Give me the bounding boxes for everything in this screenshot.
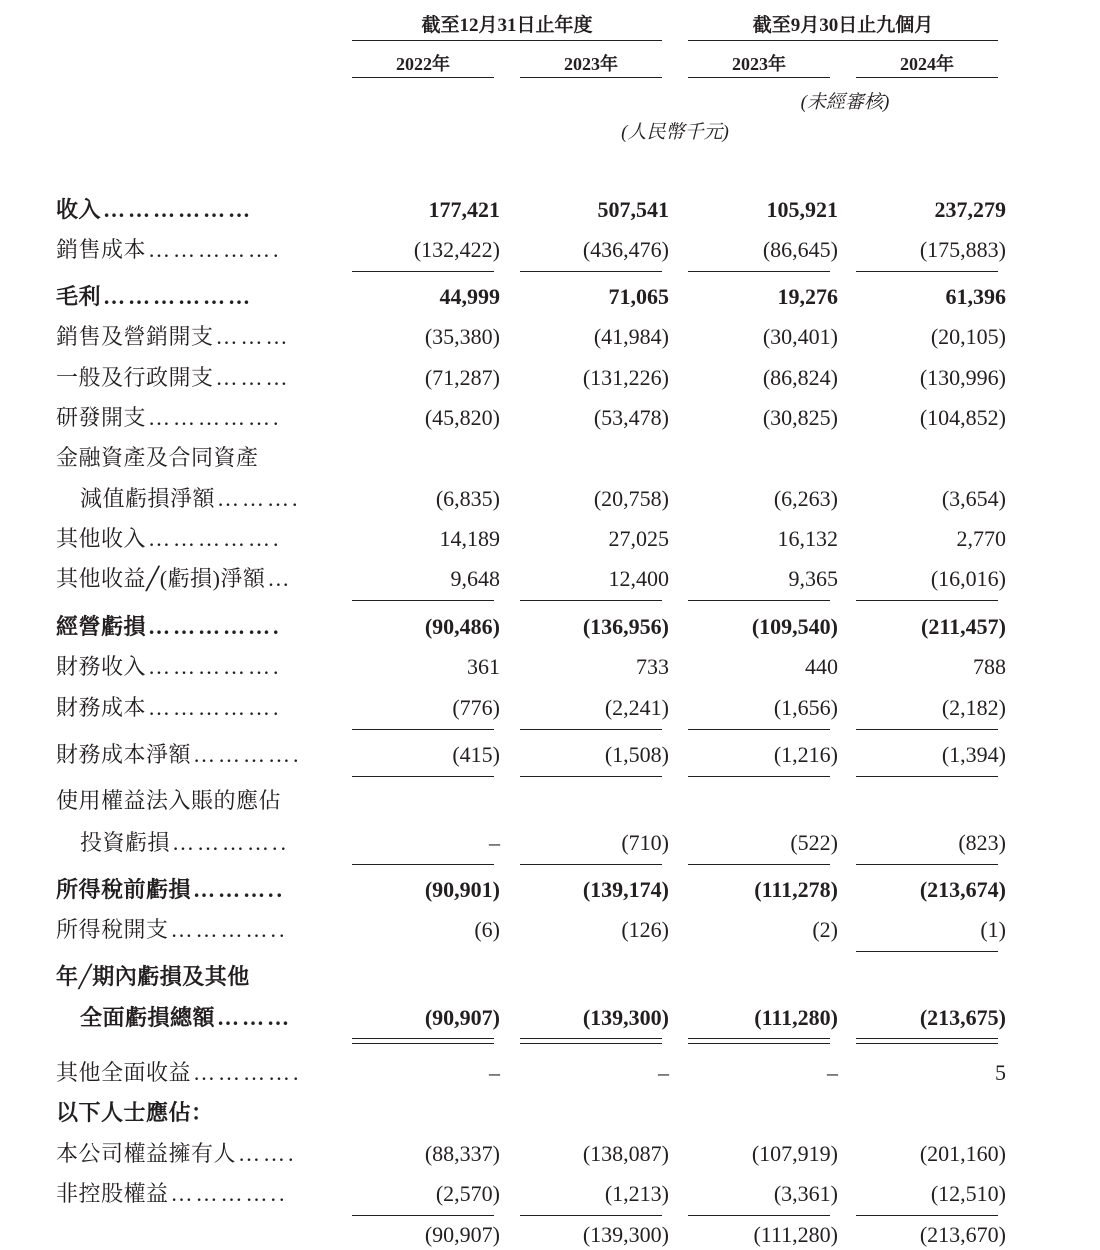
value-cell: (30,825) [762, 405, 838, 430]
subtotal-rule [352, 600, 494, 601]
row-label [56, 1180, 328, 1208]
dot-leader: ……….. [193, 877, 286, 902]
row-label [80, 1004, 328, 1032]
value-cell: 9,365 [788, 566, 838, 591]
subtotal-rule [352, 271, 494, 272]
header-year-2023-nine: 2023年 [732, 54, 786, 74]
total-double-rule [520, 1038, 662, 1044]
subtotal-rule [856, 271, 998, 272]
value-cell: (175,883) [919, 237, 1006, 262]
value-cell: 105,921 [766, 197, 838, 222]
value-cell: 2,770 [956, 526, 1006, 551]
value-cell: (2,182) [941, 695, 1006, 720]
row-label [56, 196, 328, 224]
value-cell: (213,675) [919, 1005, 1006, 1030]
value-cell: (1,656) [773, 695, 838, 720]
row-label [56, 404, 328, 432]
value-cell: (1) [980, 917, 1006, 942]
row-label [56, 283, 328, 311]
value-cell: – [489, 1060, 500, 1085]
value-cell: 12,400 [608, 566, 669, 591]
value-cell: – [827, 1060, 838, 1085]
dot-leader: ……………. [148, 614, 282, 639]
subtotal-rule [352, 776, 494, 777]
value-cell: (3,361) [773, 1181, 838, 1206]
subtotal-rule [856, 729, 998, 730]
value-cell: 5 [995, 1060, 1006, 1085]
value-cell: 16,132 [777, 526, 838, 551]
value-cell: 19,276 [777, 284, 838, 309]
row-label-text: 毛利 [56, 284, 102, 309]
value-cell: 237,279 [934, 197, 1006, 222]
subtotal-rule [856, 1215, 998, 1216]
header-year-rule [856, 77, 998, 78]
value-cell: (132,422) [413, 237, 500, 262]
total-double-rule [688, 1038, 830, 1044]
row-label [56, 1099, 328, 1127]
row-label [56, 916, 328, 944]
value-cell: 61,396 [945, 284, 1006, 309]
header-group-nine-months-rule [688, 40, 998, 41]
row-label [56, 787, 328, 815]
row-label-text: 本公司權益擁有人 [56, 1141, 237, 1166]
value-cell: (3,654) [941, 486, 1006, 511]
row-label-text: 其他收益╱(虧損)淨額 [56, 566, 266, 591]
row-label-text: 以下人士應佔： [56, 1100, 214, 1125]
row-label-text: 全面虧損總額 [80, 1005, 216, 1030]
dot-leader: ……………… [103, 197, 254, 222]
value-cell: 440 [805, 654, 838, 679]
row-label [56, 741, 328, 769]
value-cell: (1,394) [941, 742, 1006, 767]
row-label [80, 829, 328, 857]
subtotal-rule [688, 1215, 830, 1216]
dot-leader: ……………… [103, 284, 254, 309]
dot-leader: … [267, 566, 293, 591]
row-label [56, 613, 328, 641]
value-cell: (88,337) [424, 1141, 500, 1166]
row-label [56, 565, 328, 593]
value-cell: (201,160) [919, 1141, 1006, 1166]
value-cell: (90,486) [424, 614, 500, 639]
value-cell: (104,852) [919, 405, 1006, 430]
value-cell: (213,674) [919, 877, 1006, 902]
subtotal-rule [520, 600, 662, 601]
value-cell: (776) [452, 695, 500, 720]
dot-leader: ……………. [148, 237, 282, 262]
value-cell: (522) [790, 830, 838, 855]
row-label-text: 非控股權益 [56, 1181, 169, 1206]
dot-leader: ……………. [148, 654, 282, 679]
value-cell: 71,065 [608, 284, 669, 309]
subtotal-rule [520, 271, 662, 272]
value-cell: (45,820) [424, 405, 500, 430]
row-label-text: 所得稅開支 [56, 917, 169, 942]
value-cell: 9,648 [450, 566, 500, 591]
value-cell: (90,901) [424, 877, 500, 902]
value-cell: (1,508) [604, 742, 669, 767]
row-label-text: 財務成本 [56, 695, 147, 720]
dot-leader: ………….. [170, 917, 288, 942]
value-cell: (20,105) [930, 324, 1006, 349]
header-year-rule [520, 77, 662, 78]
value-cell: – [658, 1060, 669, 1085]
value-cell: (86,824) [762, 365, 838, 390]
subtotal-rule [688, 600, 830, 601]
value-cell: (16,016) [930, 566, 1006, 591]
subtotal-rule [688, 776, 830, 777]
value-cell: 361 [467, 654, 500, 679]
value-cell: (2,570) [435, 1181, 500, 1206]
value-cell: (710) [621, 830, 669, 855]
row-label-text: 銷售成本 [56, 237, 147, 262]
value-cell: (136,956) [582, 614, 669, 639]
header-group-nine-months: 截至9月30日止九個月 [752, 15, 934, 36]
row-label-text: 所得稅前虧損 [56, 877, 192, 902]
dot-leader: ……… [217, 1005, 293, 1030]
subtotal-rule [520, 864, 662, 865]
subtotal-rule [520, 729, 662, 730]
value-cell: (12,510) [930, 1181, 1006, 1206]
value-cell: (6,835) [435, 486, 500, 511]
total-double-rule [856, 1038, 998, 1044]
header-group-full-year-rule [352, 40, 662, 41]
row-label [56, 963, 328, 991]
header-year-rule [688, 77, 830, 78]
subtotal-rule [688, 864, 830, 865]
subtotal-rule [352, 729, 494, 730]
row-label-text: 年╱期內虧損及其他 [56, 964, 250, 989]
value-cell: (107,919) [751, 1141, 838, 1166]
dot-leader: ……… [215, 365, 291, 390]
value-cell: (90,907) [424, 1222, 500, 1247]
value-cell: (823) [958, 830, 1006, 855]
row-label-text: 其他全面收益 [56, 1060, 192, 1085]
row-label-text: 經營虧損 [56, 614, 147, 639]
row-label [56, 444, 328, 472]
value-cell: (111,280) [753, 1222, 838, 1247]
row-label-text: 研發開支 [56, 405, 147, 430]
value-cell: (415) [452, 742, 500, 767]
value-cell: 507,541 [597, 197, 669, 222]
value-cell: (41,984) [593, 324, 669, 349]
row-label-text: 使用權益法入賬的應佔 [56, 788, 282, 813]
value-cell: (2,241) [604, 695, 669, 720]
value-cell: – [489, 830, 500, 855]
header-year-2022: 2022年 [396, 54, 450, 74]
unaudited-note: (未經審核) [800, 92, 890, 113]
value-cell: (1,216) [773, 742, 838, 767]
header-year-rule [352, 77, 494, 78]
value-cell: (109,540) [751, 614, 838, 639]
dot-leader: ……… [215, 324, 291, 349]
row-label [56, 1059, 328, 1087]
header-year-2023-full: 2023年 [564, 54, 618, 74]
value-cell: (86,645) [762, 237, 838, 262]
subtotal-rule [688, 729, 830, 730]
value-cell: (1,213) [604, 1181, 669, 1206]
subtotal-rule [856, 864, 998, 865]
value-cell: (126) [621, 917, 669, 942]
subtotal-rule [688, 271, 830, 272]
row-label-text: 投資虧損 [80, 830, 171, 855]
row-label [56, 364, 328, 392]
value-cell: (138,087) [582, 1141, 669, 1166]
dot-leader: ……………. [148, 405, 282, 430]
value-cell: (213,670) [919, 1222, 1006, 1247]
dot-leader: ………. [217, 486, 301, 511]
row-label [80, 485, 328, 513]
value-cell: (2) [812, 917, 838, 942]
value-cell: (6) [474, 917, 500, 942]
value-cell: (30,401) [762, 324, 838, 349]
value-cell: 27,025 [608, 526, 669, 551]
value-cell: (211,457) [921, 614, 1006, 639]
value-cell: (35,380) [424, 324, 500, 349]
dot-leader: …………. [193, 1060, 302, 1085]
subtotal-rule [856, 776, 998, 777]
dot-leader: ……………. [148, 695, 282, 720]
value-cell: (53,478) [593, 405, 669, 430]
row-label-text: 其他收入 [56, 526, 147, 551]
value-cell: 733 [636, 654, 669, 679]
row-label [56, 653, 328, 681]
value-cell: (436,476) [582, 237, 669, 262]
dot-leader: ……. [238, 1141, 297, 1166]
subtotal-rule [856, 951, 998, 952]
row-label [56, 876, 328, 904]
total-double-rule [352, 1038, 494, 1044]
value-cell: (130,996) [919, 365, 1006, 390]
row-label [56, 694, 328, 722]
value-cell: (20,758) [593, 486, 669, 511]
value-cell: 177,421 [428, 197, 500, 222]
subtotal-rule [520, 1215, 662, 1216]
value-cell: (90,907) [424, 1005, 500, 1030]
currency-note: (人民幣千元) [621, 122, 729, 143]
subtotal-rule [856, 600, 998, 601]
value-cell: (111,280) [754, 1005, 838, 1030]
subtotal-rule [352, 864, 494, 865]
row-label-text: 金融資產及合同資產 [56, 445, 259, 470]
row-label-text: 財務收入 [56, 654, 147, 679]
row-label-text: 銷售及營銷開支 [56, 324, 214, 349]
subtotal-rule [520, 776, 662, 777]
subtotal-rule [352, 1215, 494, 1216]
value-cell: 788 [973, 654, 1006, 679]
value-cell: (111,278) [754, 877, 838, 902]
value-cell: (6,263) [773, 486, 838, 511]
row-label-text: 一般及行政開支 [56, 365, 214, 390]
dot-leader: ……………. [148, 526, 282, 551]
value-cell: 44,999 [439, 284, 500, 309]
row-label [56, 323, 328, 351]
value-cell: (139,300) [582, 1005, 669, 1030]
row-label [56, 525, 328, 553]
row-label-text: 財務成本淨額 [56, 742, 192, 767]
row-label [56, 1140, 328, 1168]
value-cell: (139,300) [582, 1222, 669, 1247]
dot-leader: ………….. [172, 830, 290, 855]
header-year-2024-nine: 2024年 [900, 54, 954, 74]
dot-leader: ………….. [170, 1181, 288, 1206]
row-label-text: 減值虧損淨額 [80, 486, 216, 511]
value-cell: 14,189 [439, 526, 500, 551]
value-cell: (131,226) [582, 365, 669, 390]
row-label [56, 236, 328, 264]
header-group-full-year: 截至12月31日止年度 [421, 15, 593, 36]
value-cell: (71,287) [424, 365, 500, 390]
dot-leader: …………. [193, 742, 302, 767]
row-label-text: 收入 [56, 197, 102, 222]
value-cell: (139,174) [582, 877, 669, 902]
